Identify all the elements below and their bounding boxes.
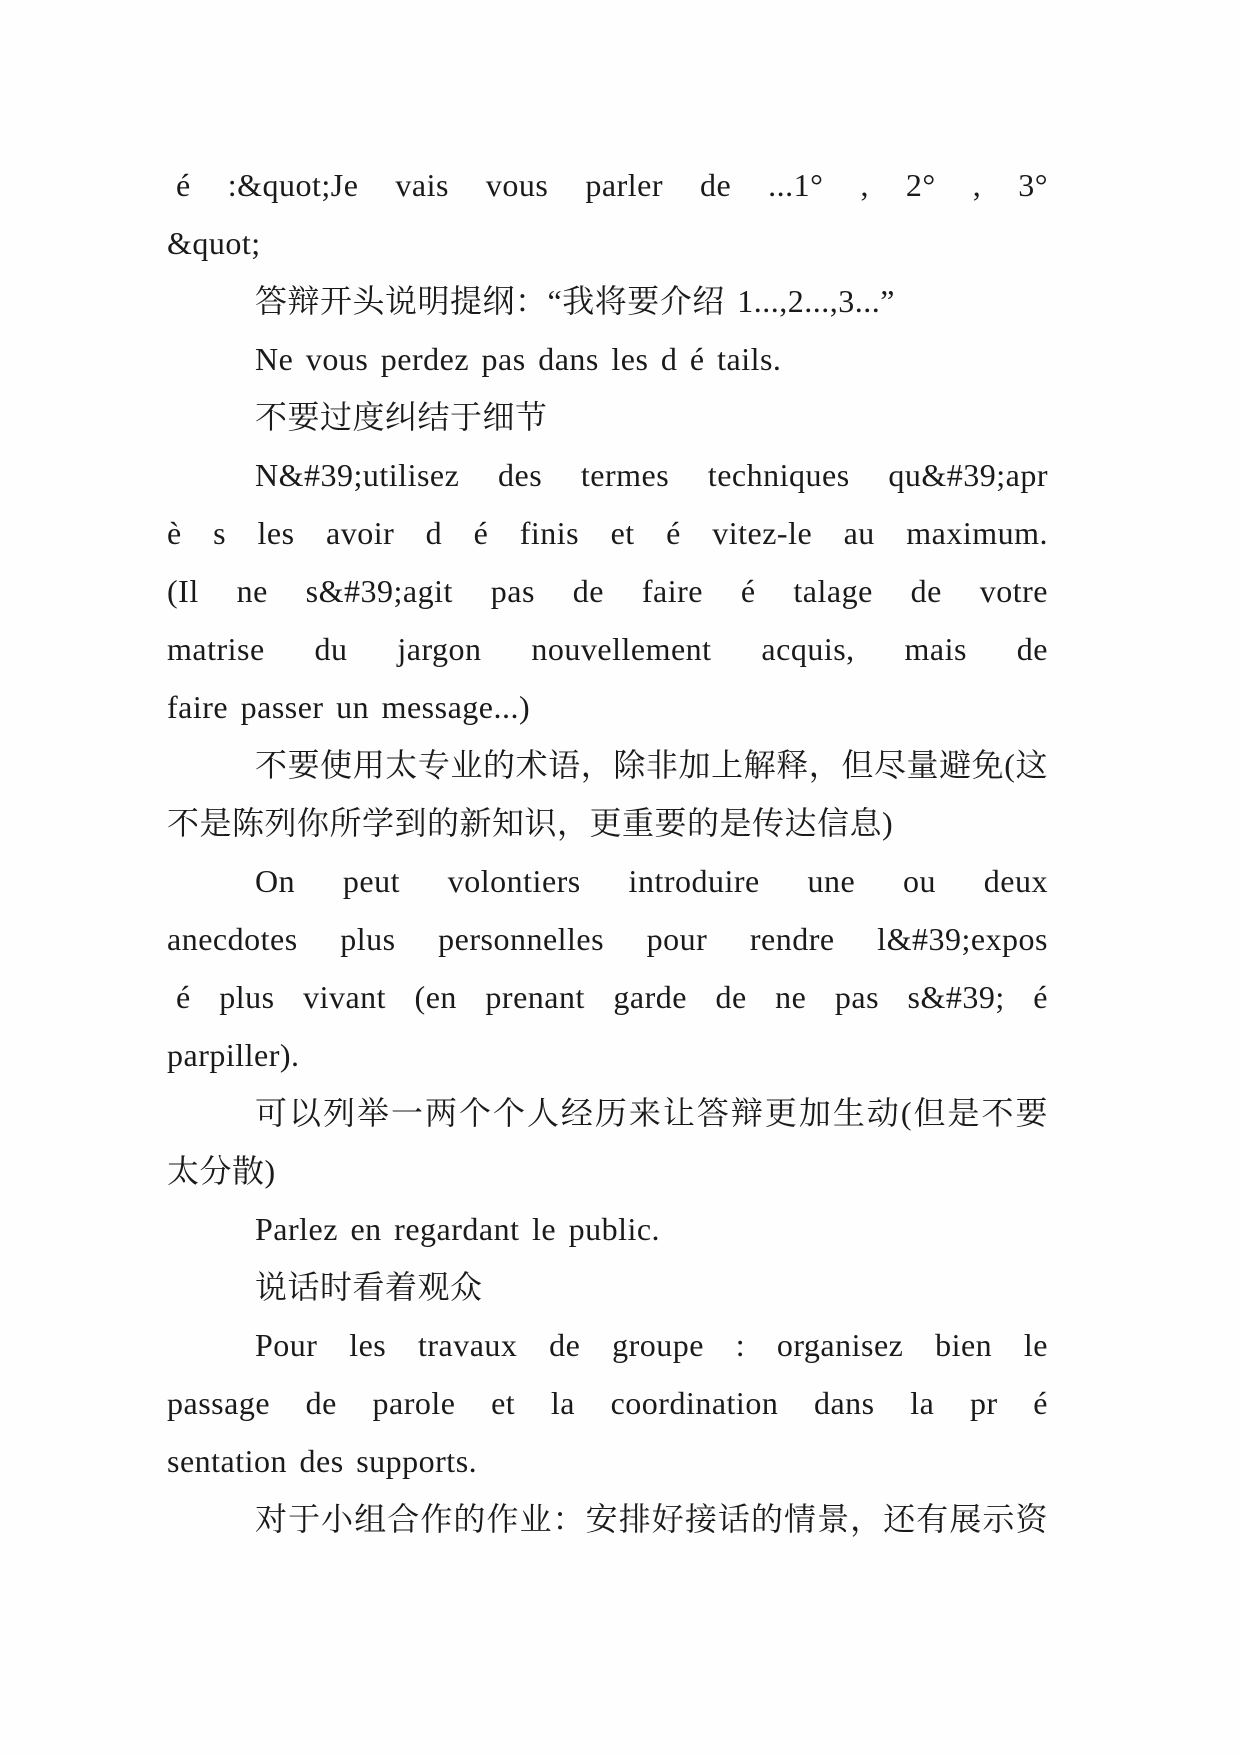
text-line: faire passer un message...)	[167, 689, 531, 725]
text-line: é :&quot;Je vais vous parler de ...1° , 2° , 3°	[176, 167, 1048, 203]
text-line: 太分散)	[167, 1153, 276, 1189]
text-line: 不是陈列你所学到的新知识，更重要的是传达信息)	[167, 805, 894, 841]
text-line: anecdotes plus personnelles pour rendre l&#39;expos	[167, 921, 1048, 957]
text-line: On peut volontiers introduire une ou deux	[255, 863, 1048, 899]
text-line: 对于小组合作的作业：安排好接话的情景，还有展示资	[255, 1501, 1048, 1537]
text-line: 说话时看着观众	[255, 1269, 483, 1305]
text-line: Pour les travaux de groupe : organisez bien le	[255, 1327, 1048, 1363]
text-line: 不要使用太专业的术语，除非加上解释，但尽量避免(这	[255, 747, 1048, 783]
text-line: sentation des supports.	[167, 1443, 478, 1479]
text-line: &quot;	[167, 225, 261, 261]
text-line: N&#39;utilisez des termes techniques qu&#39;apr	[255, 457, 1048, 493]
text-line: Ne vous perdez pas dans les d é tails.	[255, 341, 782, 377]
text-line: passage de parole et la coordination dans la pr é	[167, 1385, 1048, 1421]
text-line: parpiller).	[167, 1037, 300, 1073]
text-line: é plus vivant (en prenant garde de ne pas s&#39; é	[176, 979, 1048, 1015]
text-line: matrise du jargon nouvellement acquis, mais de	[167, 631, 1048, 667]
text-line: 答辩开头说明提纲：“我将要介绍 1...,2...,3...”	[255, 283, 895, 319]
text-line: 可以列举一两个个人经历来让答辩更加生动(但是不要	[255, 1095, 1048, 1131]
document-lines	[167, 156, 1048, 1548]
text-line: 不要过度纠结于细节	[255, 399, 548, 435]
text-line: (Il ne s&#39;agit pas de faire é talage de votre	[167, 573, 1048, 609]
text-line: Parlez en regardant le public.	[255, 1211, 661, 1247]
text-line: è s les avoir d é finis et é vitez-le au maximum.	[167, 515, 1048, 551]
